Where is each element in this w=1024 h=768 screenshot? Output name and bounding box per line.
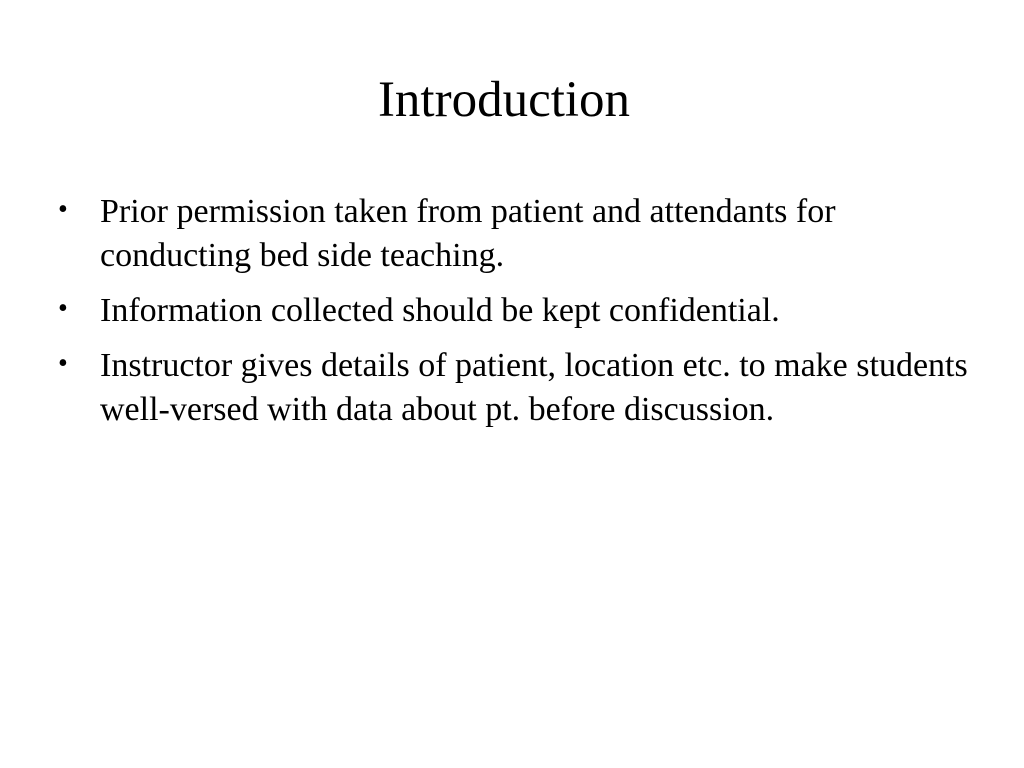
bullet-item	[58, 190, 978, 278]
bullet-list	[58, 190, 978, 443]
bullet-text: Prior permission taken from patient and attendants for conducting bed side teaching.	[100, 193, 836, 274]
bullet-icon: •	[58, 348, 68, 379]
bullet-text: Information collected should be kept confidential.	[100, 292, 780, 329]
bullet-icon: •	[58, 293, 68, 324]
slide-title: Introduction	[377, 72, 631, 128]
bullet-icon: •	[58, 194, 68, 225]
bullet-item	[58, 289, 978, 333]
bullet-item	[58, 344, 978, 432]
bullet-text: Instructor gives details of patient, location etc. to make students well-versed with data about pt. before discussion.	[100, 347, 968, 428]
